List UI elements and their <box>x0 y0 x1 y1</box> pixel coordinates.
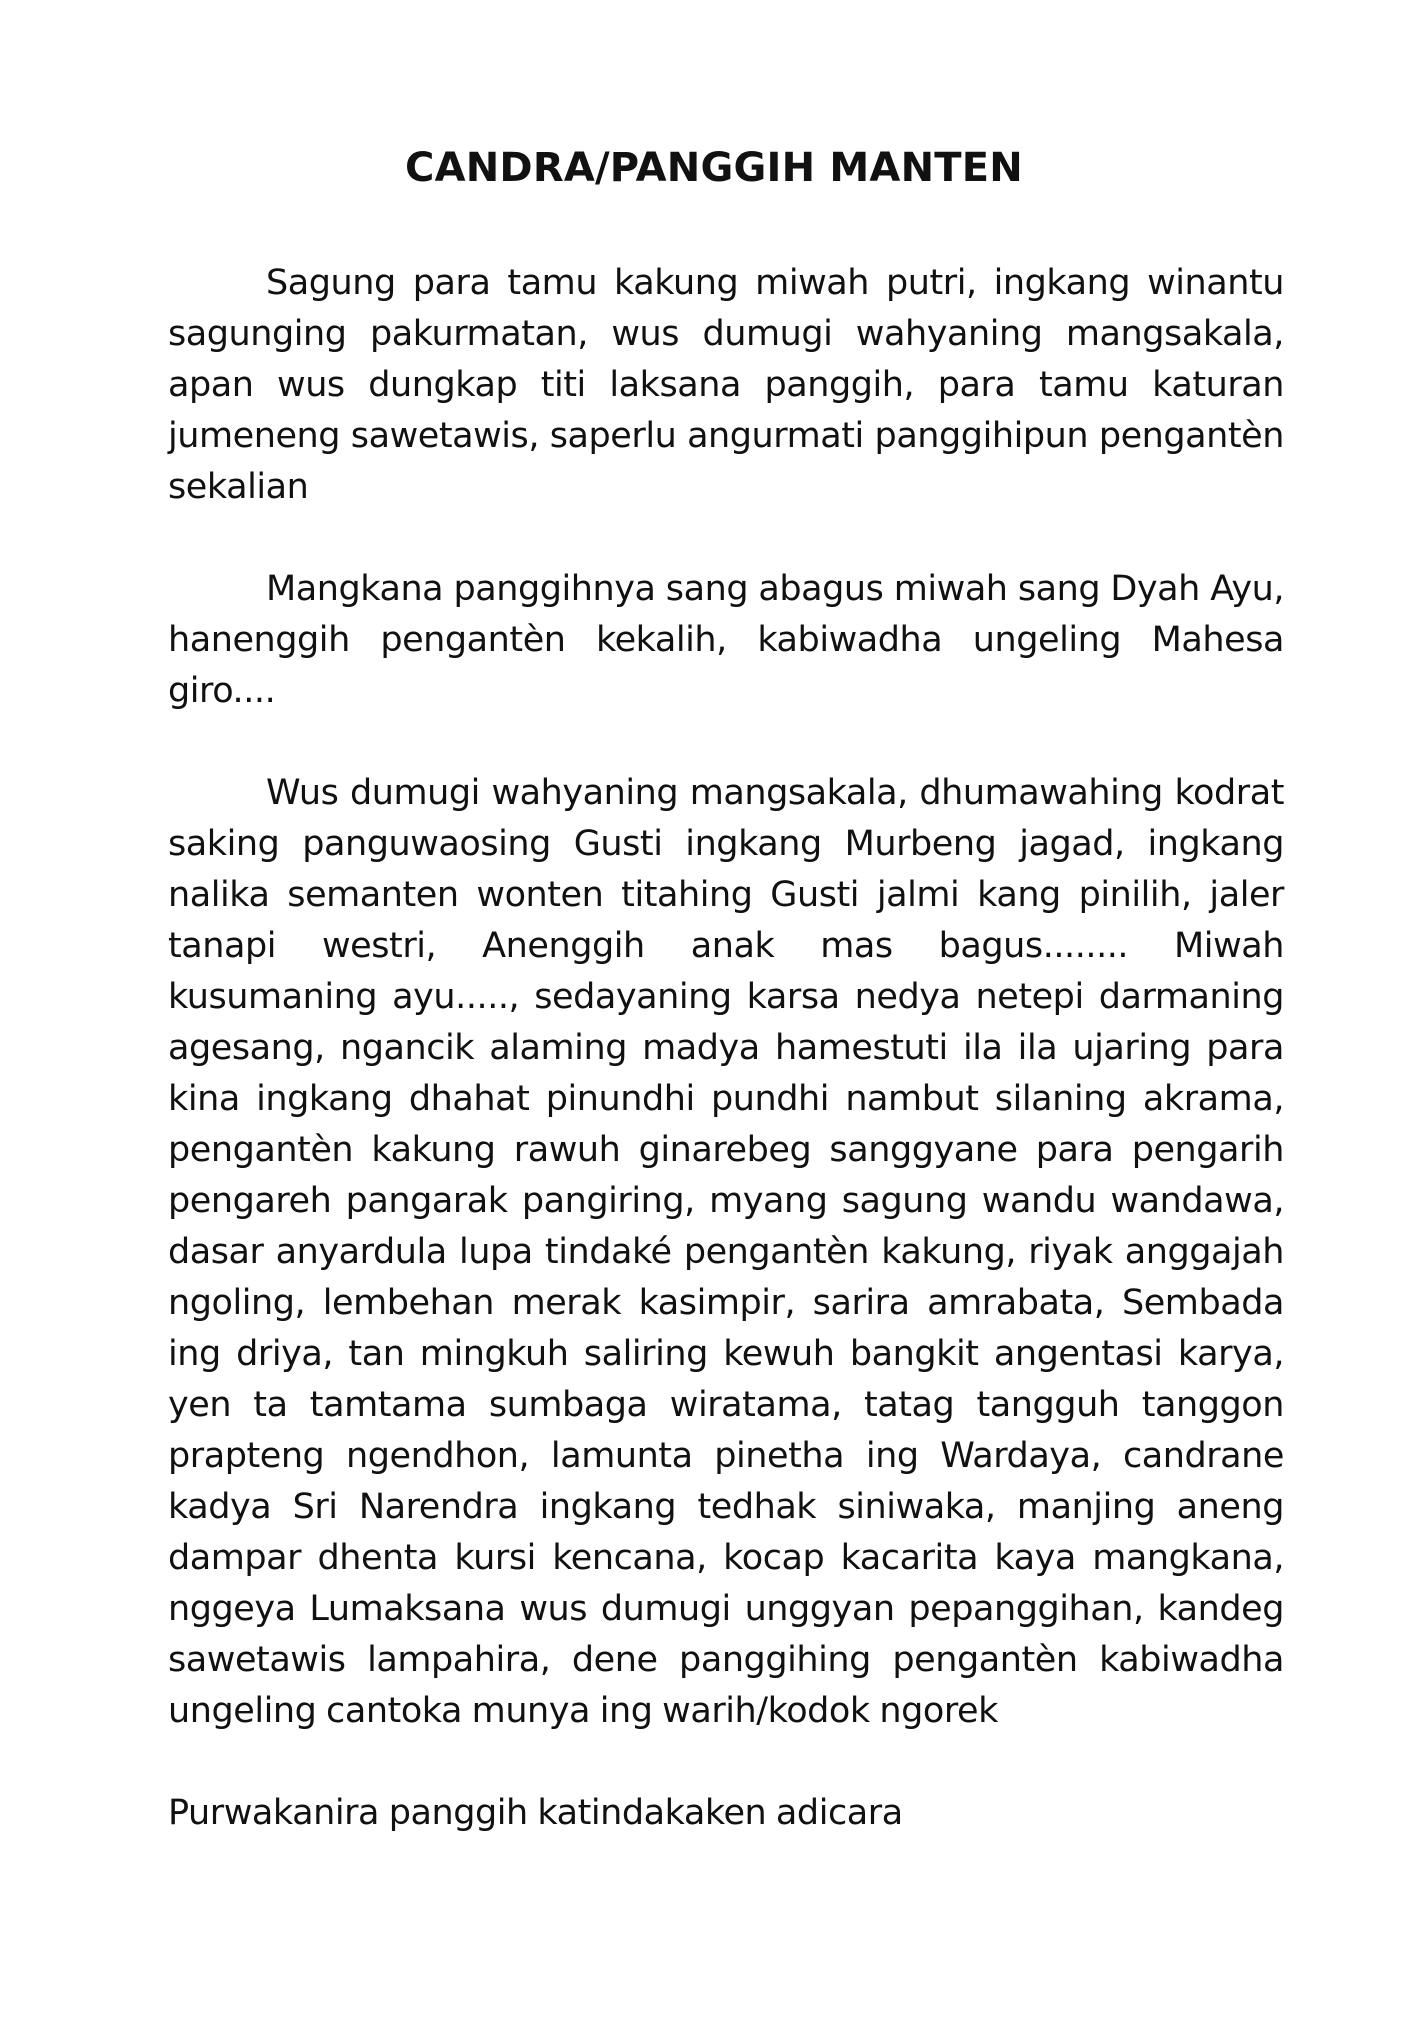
paragraph-meeting: Mangkana panggihnya sang abagus miwah sang Dyah Ayu, hanenggih pengantèn kekalih, kabiwadha ungeling Mahesa giro.... <box>168 569 1284 711</box>
paragraph-opening: Sagung para tamu kakung miwah putri, ingkang winantu sagunging pakurmatan, wus dumugi wahyaning mangsakala, apan wus dungkap titi laksana panggih, para tamu katuran jumeneng sawetawis, saperlu angurmati panggihipun pengantèn sekalian <box>168 263 1284 507</box>
paragraph-closing: Purwakanira panggih katindakaken adicara <box>168 1793 903 1833</box>
document-body <box>168 258 1284 1839</box>
paragraph-narration: Wus dumugi wahyaning mangsakala, dhumawahing kodrat saking panguwaosing Gusti ingkang Murbeng jagad, ingkang nalika semanten wonten titahing Gusti jalmi kang pinilih, jaler tanapi westri, Anenggih anak mas bagus........ Miwah kusumaning ayu....., sedayaning karsa nedya netepi darmaning agesang, ngancik alaming madya hamestuti ila ila ujaring para kina ingkang dhahat pinundhi pundhi nambut silaning akrama, pengantèn kakung rawuh ginarebeg sanggyane para pengarih pengareh pangarak pangiring, myang sagung wandu wandawa, dasar anyardula lupa tindaké pengantèn kakung, riyak anggajah ngoling, lembehan merak kasimpir, sarira amrabata, Sembada ing driya, tan mingkuh saliring kewuh bangkit angentasi karya, yen ta tamtama sumbaga wiratama, tatag tangguh tanggon prapteng ngendhon, lamunta pinetha ing Wardaya, candrane kadya Sri Narendra ingkang tedhak siniwaka, manjing aneng dampar dhenta kursi kencana, kocap kacarita kaya mangkana, nggeya Lumaksana wus dumugi unggyan pepanggihan, kandeg sawetawis lampahira, dene panggihing pengantèn kabiwadha ungeling cantoka munya ing warih/kodok ngorek <box>168 773 1284 1731</box>
page-title: CANDRA/PANGGIH MANTEN <box>405 145 1023 191</box>
